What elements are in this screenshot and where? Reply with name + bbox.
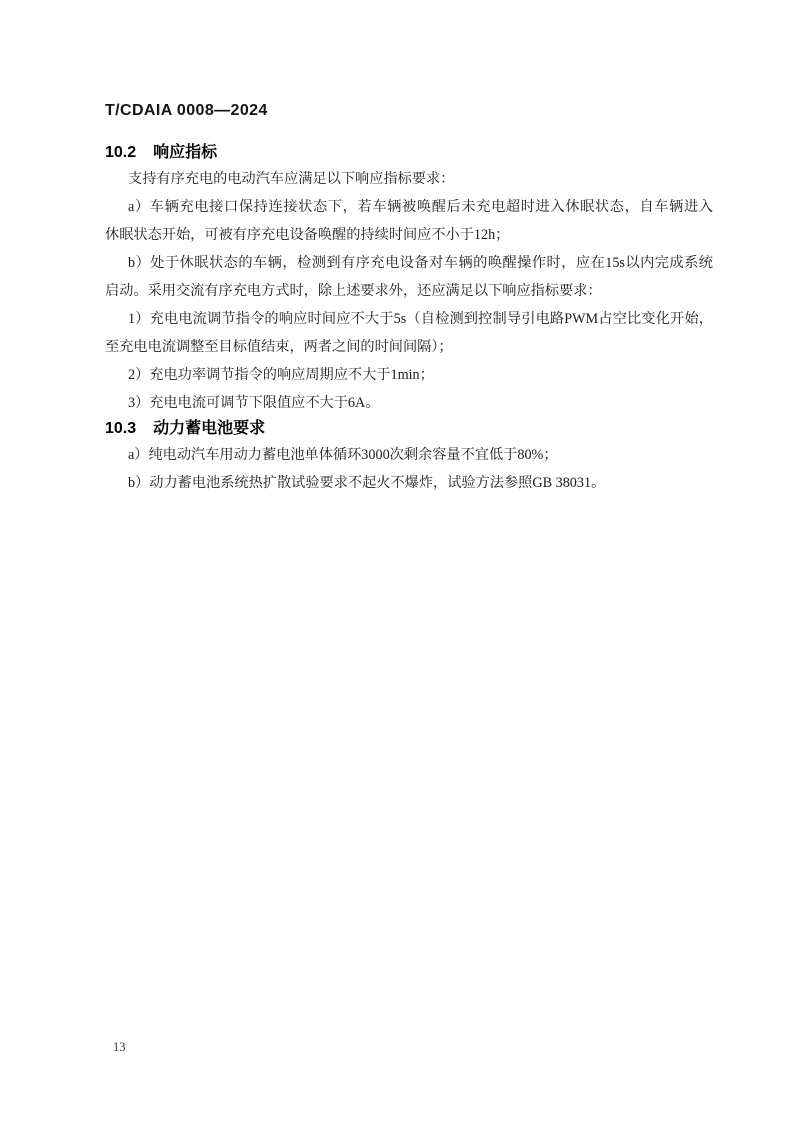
text-line: 1）充电电流调节指令的响应时间应不大于5s（自检测到控制导引电路PWM占空比变化开始， bbox=[128, 311, 713, 327]
section-title: 动力蓄电池要求 bbox=[153, 420, 266, 437]
section-number: 10.2 bbox=[105, 144, 137, 161]
text-line: b）处于休眠状态的车辆，检测到有序充电设备对车辆的唤醒操作时，应在15s以内完成系统 bbox=[128, 255, 713, 271]
paragraph-intro bbox=[105, 165, 713, 193]
paragraph-battery-a bbox=[105, 441, 713, 469]
text-line: 支持有序充电的电动汽车应满足以下响应指标要求： bbox=[128, 171, 455, 187]
standard-number-header: T/CDAIA 0008—2024 bbox=[105, 102, 268, 119]
text-line: 至充电电流调整至目标值结束，两者之间的时间间隔）； bbox=[105, 339, 453, 355]
section-heading-10-2 bbox=[105, 141, 713, 165]
paragraph-battery-b bbox=[105, 469, 713, 497]
page-content bbox=[105, 97, 713, 497]
page-number: 13 bbox=[113, 1040, 126, 1054]
text-line: a）车辆充电接口保持连接状态下，若车辆被唤醒后未充电超时进入休眠状态，自车辆进入 bbox=[128, 199, 713, 215]
paragraph-item-3 bbox=[105, 389, 713, 417]
paragraph-item-2 bbox=[105, 361, 713, 389]
section-heading-10-3 bbox=[105, 417, 713, 441]
text-line: a）纯电动汽车用动力蓄电池单体循环3000次剩余容量不宜低于80%； bbox=[128, 447, 558, 463]
section-number: 10.3 bbox=[105, 420, 137, 437]
text-line: 休眠状态开始，可被有序充电设备唤醒的持续时间应不小于12h； bbox=[105, 227, 510, 243]
paragraph-item-a bbox=[105, 193, 713, 249]
text-line: b）动力蓄电池系统热扩散试验要求不起火不爆炸，试验方法参照GB 38031。 bbox=[128, 475, 606, 491]
section-title: 响应指标 bbox=[153, 144, 218, 161]
paragraph-item-b bbox=[105, 249, 713, 305]
paragraph-item-1 bbox=[105, 305, 713, 361]
text-line: 启动。采用交流有序充电方式时，除上述要求外，还应满足以下响应指标要求： bbox=[105, 283, 602, 299]
text-line: 3）充电电流可调节下限值应不大于6A。 bbox=[128, 395, 380, 411]
text-line: 2）充电功率调节指令的响应周期应不大于1min； bbox=[128, 367, 434, 383]
